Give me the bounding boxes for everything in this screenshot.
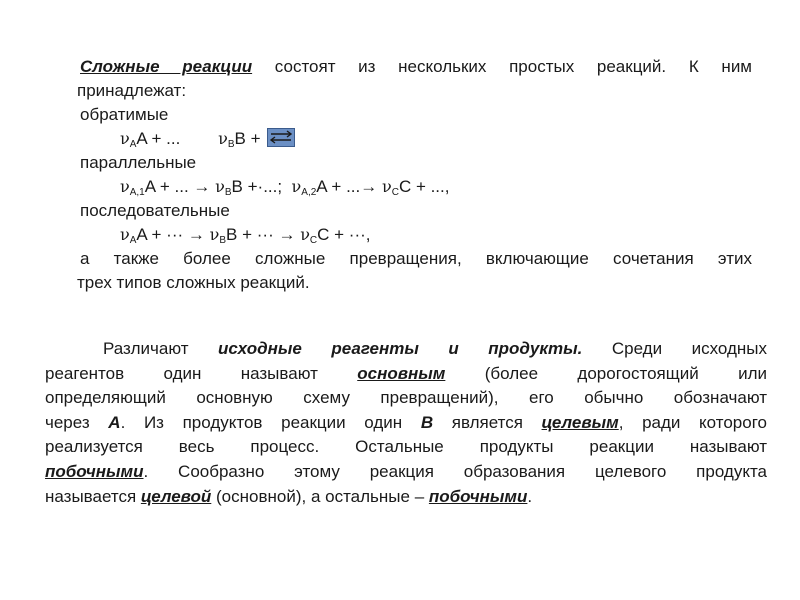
equilibrium-arrows-icon	[267, 128, 295, 147]
parallel-equation: $\nu_{A,1}A$ + ... → $\nu_BB$ +·...; $\nu_{A,2}A$ + ...→ $\nu_CC$ + ...,	[120, 177, 450, 198]
reagents-products-paragraph	[45, 337, 767, 509]
sequential-label: последовательные	[80, 201, 230, 220]
reversible-label: обратимые	[80, 105, 169, 124]
p2-line-7: называется целевой (основной), а остальные – побочными.	[45, 486, 533, 506]
p2-line-3: определяющий основную схему превращений), его обычно обозначают	[45, 388, 767, 408]
term-target-2: целевой	[140, 486, 212, 506]
line-1: Сложные реакции состоят из нескольких простых реакций. К ним	[80, 57, 752, 76]
term-target: целевым	[541, 412, 619, 432]
p2-line-1: Различают исходные реагенты и продукты. Среди исходных	[103, 339, 767, 358]
line-10: трех типов сложных реакций.	[77, 273, 310, 292]
p2-line-4: через А. Из продуктов реакции один В является целевым, ради которого	[45, 412, 768, 432]
line-2: принадлежат:	[77, 81, 187, 100]
term-reagents-products: исходные реагенты и продукты.	[218, 339, 583, 358]
term-main: основным	[357, 363, 446, 383]
term-side: побочными	[45, 461, 144, 481]
reversible-equation: $\nu_AA$ + ... $\nu_BB$ +	[80, 127, 752, 151]
term-complex-reactions: Сложные реакции	[80, 57, 253, 76]
p2-line-6: побочными. Сообразно этому реакция образования целевого продукта	[45, 461, 767, 481]
p2-line-5: реализуется весь процесс. Остальные продукты реакции называют	[45, 437, 767, 457]
term-side-2: побочными	[428, 486, 528, 506]
sequential-equation: $\nu_AA$ + ··· → $\nu_BB$ + ··· → $\nu_CC$ + ···,	[120, 225, 371, 246]
p2-line-2: реагентов один называют основным (более дорогостоящий или	[45, 363, 767, 383]
line-9: а также более сложные превращения, включающие сочетания этих	[80, 249, 752, 268]
complex-reactions-paragraph	[77, 55, 752, 295]
parallel-label: параллельные	[80, 153, 197, 172]
